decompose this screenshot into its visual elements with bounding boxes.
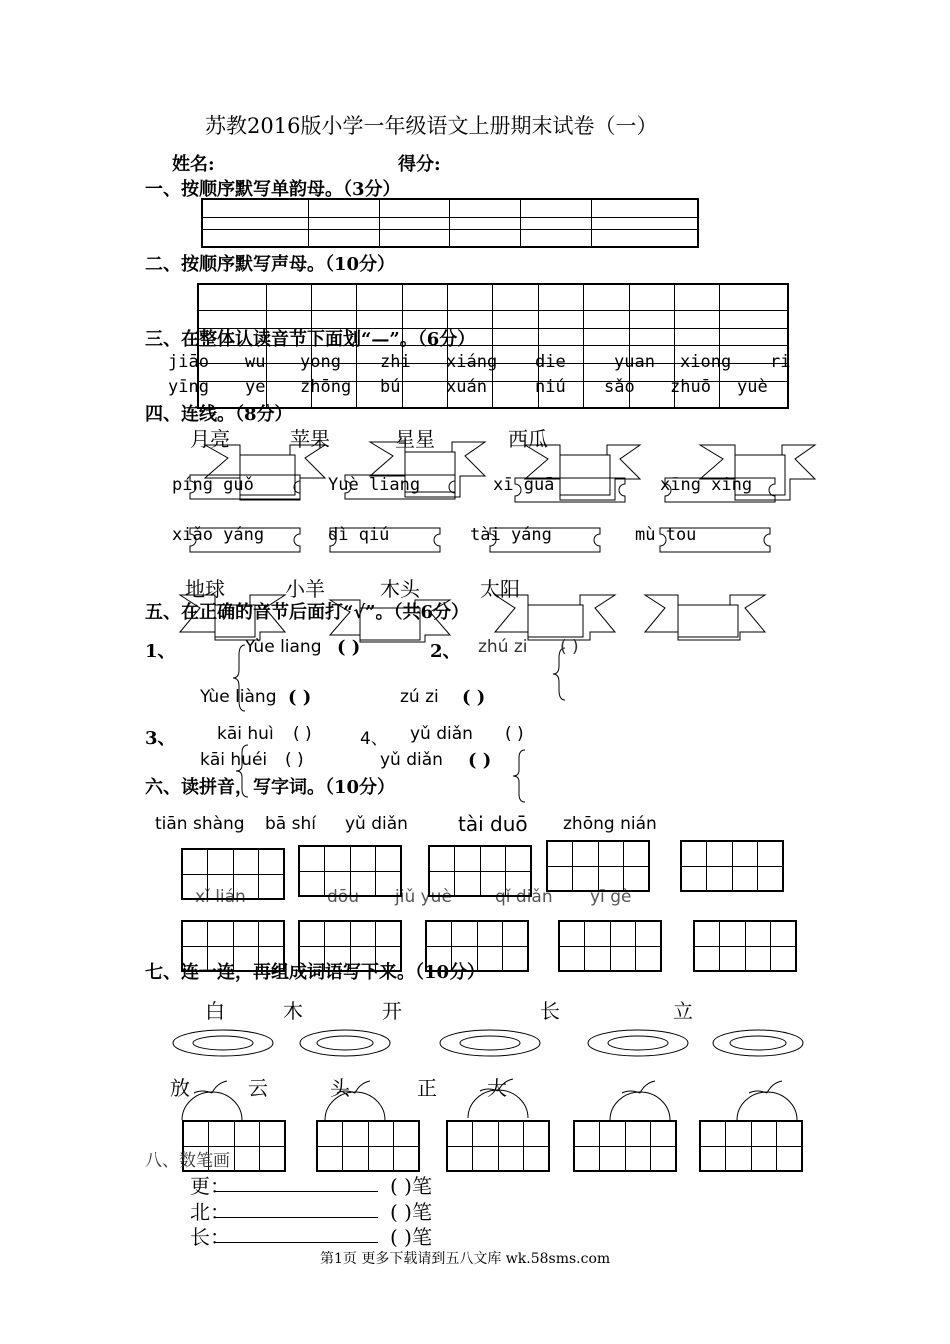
s6-pinyin: tiān shàng [155, 814, 245, 834]
s7-char[interactable]: 木 [283, 999, 303, 1023]
s4-pinyin[interactable]: Yuè liang [328, 475, 421, 495]
s5-q4-option-b: yǔ diǎn [380, 750, 443, 770]
section-1-heading: 一、按顺序默写单韵母。（3分） [145, 179, 401, 200]
s3-syllable[interactable]: ri [770, 352, 791, 372]
s5-q3-option-a: kāi huì [217, 724, 274, 744]
score-label: 得分: [398, 154, 441, 175]
name-label: 姓名: [172, 154, 215, 175]
s5-q4-number: 4、 [360, 729, 388, 749]
s8-count-field[interactable]: ( )笔 [390, 1225, 432, 1249]
s5-q2-b-checkbox[interactable]: ( ) [462, 687, 486, 708]
section-2-heading: 二、按顺序默写声母。（10分） [145, 254, 396, 275]
s6-pinyin: tài duō [458, 812, 528, 836]
page-title: 苏教2016版小学一年级语文上册期末试卷（一） [205, 114, 658, 138]
writing-box[interactable] [680, 840, 784, 892]
s3-syllable[interactable]: ye [245, 377, 266, 397]
writing-box[interactable] [446, 1120, 550, 1172]
s4-word[interactable]: 星星 [395, 427, 435, 451]
s3-syllable[interactable]: yuè [737, 377, 768, 397]
writing-box[interactable] [181, 848, 285, 900]
s6-pinyin: qǐ diǎn [495, 887, 553, 907]
s4-pinyin[interactable]: xī guā [493, 475, 555, 495]
s4-pinyin[interactable]: dì qiú [328, 525, 390, 545]
s4-word[interactable]: 月亮 [190, 427, 230, 451]
s5-q1-a-checkbox[interactable]: ( ) [337, 637, 361, 658]
s3-syllable[interactable]: wu [245, 352, 266, 372]
s3-syllable[interactable]: bú [380, 377, 401, 397]
s3-syllable[interactable]: yuan [614, 352, 655, 372]
writing-box[interactable] [558, 920, 662, 972]
writing-box[interactable] [316, 1120, 420, 1172]
s7-char[interactable]: 白 [205, 999, 225, 1023]
writing-box[interactable] [699, 1120, 803, 1172]
s3-syllable[interactable]: xiáng [446, 352, 498, 372]
s3-syllable[interactable]: xiong [680, 352, 732, 372]
s4-pinyin[interactable]: xiǎo yáng [172, 525, 265, 545]
s6-pinyin: jiǔ yuè [395, 887, 452, 907]
s3-syllable[interactable]: yong [300, 352, 341, 372]
s7-char[interactable]: 头 [330, 1076, 350, 1100]
s3-syllable[interactable]: xuán [446, 377, 487, 397]
s6-pinyin: yǔ diǎn [345, 814, 408, 834]
s8-count-field[interactable]: ( )笔 [390, 1200, 432, 1224]
s8-count-field[interactable]: ( )笔 [390, 1174, 432, 1198]
s4-word[interactable]: 苹果 [290, 427, 330, 451]
s5-q2-option-b: zú zi [400, 687, 439, 707]
s6-pinyin: yī gè [590, 887, 632, 907]
s7-char[interactable]: 正 [417, 1076, 437, 1100]
s3-syllable[interactable]: sǎo [604, 377, 635, 397]
s3-syllable[interactable]: zhuō [670, 377, 711, 397]
s4-word[interactable]: 木头 [380, 577, 420, 601]
s4-pinyin[interactable]: mù tou [635, 525, 697, 545]
s6-pinyin: zhōng nián [563, 814, 657, 834]
s5-q4-a-checkbox[interactable]: ( ) [505, 724, 524, 744]
section-4-heading: 四、连线。（8分） [145, 404, 293, 425]
section-3-heading: 三、在整体认读音节下面划“—”。（6分） [145, 329, 476, 350]
writing-box[interactable] [573, 1120, 677, 1172]
section-8-heading: 八、数笔画 [145, 1151, 230, 1171]
s7-char[interactable]: 大 [487, 1076, 507, 1100]
s3-syllable[interactable]: jiāo [168, 352, 209, 372]
s3-syllable[interactable]: niú [535, 377, 566, 397]
s5-q3-a-checkbox[interactable]: ( ) [293, 724, 312, 744]
s8-char-label: 北： [190, 1200, 230, 1224]
s8-char-label: 更： [190, 1174, 230, 1198]
writing-box[interactable] [546, 840, 650, 892]
s3-syllable[interactable]: die [535, 352, 566, 372]
s7-char[interactable]: 立 [673, 999, 693, 1023]
s4-word[interactable]: 太阳 [480, 577, 520, 601]
s3-syllable[interactable]: zhi [380, 352, 411, 372]
s7-char[interactable]: 云 [248, 1076, 268, 1100]
writing-box[interactable] [693, 920, 797, 972]
s5-q2-a-checkbox[interactable]: ( ) [560, 637, 579, 657]
page-footer: 第1页 更多下载请到五八文库 wk.58sms.com [320, 1251, 611, 1267]
s7-char[interactable]: 放 [170, 1076, 190, 1100]
section-7-heading: 七、连一连，再组成词语写下来。（10分） [145, 962, 486, 983]
section-5-heading: 五、在正确的音节后面打“√”。（共6分） [145, 602, 470, 623]
s6-pinyin: dōu [327, 887, 359, 907]
s4-word[interactable]: 地球 [185, 577, 225, 601]
s4-pinyin[interactable]: píng guǒ [172, 475, 254, 495]
s7-char[interactable]: 开 [382, 999, 402, 1023]
s4-word[interactable]: 小羊 [285, 577, 325, 601]
s4-pinyin[interactable]: xīng xing [660, 475, 753, 495]
s4-word[interactable]: 西瓜 [508, 427, 548, 451]
s8-answer-line[interactable] [215, 1191, 378, 1192]
s7-char[interactable]: 长 [540, 999, 560, 1023]
s5-q3-option-b: kāi huéi [200, 750, 268, 770]
s5-q4-option-a: yǔ diǎn [410, 724, 473, 744]
s5-q1-b-checkbox[interactable]: ( ) [288, 687, 312, 708]
s5-q2-number: 2、 [430, 641, 461, 662]
s3-syllable[interactable]: yīng [168, 377, 209, 397]
section-6-heading: 六、读拼音，写字词。（10分） [145, 777, 396, 798]
s5-q1-number: 1、 [145, 641, 176, 662]
s5-q3-b-checkbox[interactable]: ( ) [285, 750, 304, 770]
s5-q2-option-a: zhú zi [478, 637, 528, 657]
s8-char-label: 长： [190, 1225, 230, 1249]
s5-q4-b-checkbox[interactable]: ( ) [468, 750, 492, 771]
s8-answer-line[interactable] [215, 1242, 378, 1243]
s4-pinyin[interactable]: tài yáng [470, 525, 552, 545]
s6-pinyin: bā shí [265, 814, 316, 834]
s5-q1-option-b: Yùe liàng [200, 687, 277, 707]
s5-q1-option-a: Yùe liang [245, 637, 322, 657]
s3-syllable[interactable]: zhōng [300, 377, 352, 397]
writing-box[interactable] [298, 845, 402, 897]
s6-pinyin: xǐ lián [195, 887, 246, 907]
writing-box[interactable] [428, 845, 532, 897]
s5-q3-number: 3、 [145, 728, 176, 749]
s8-answer-line[interactable] [215, 1217, 378, 1218]
